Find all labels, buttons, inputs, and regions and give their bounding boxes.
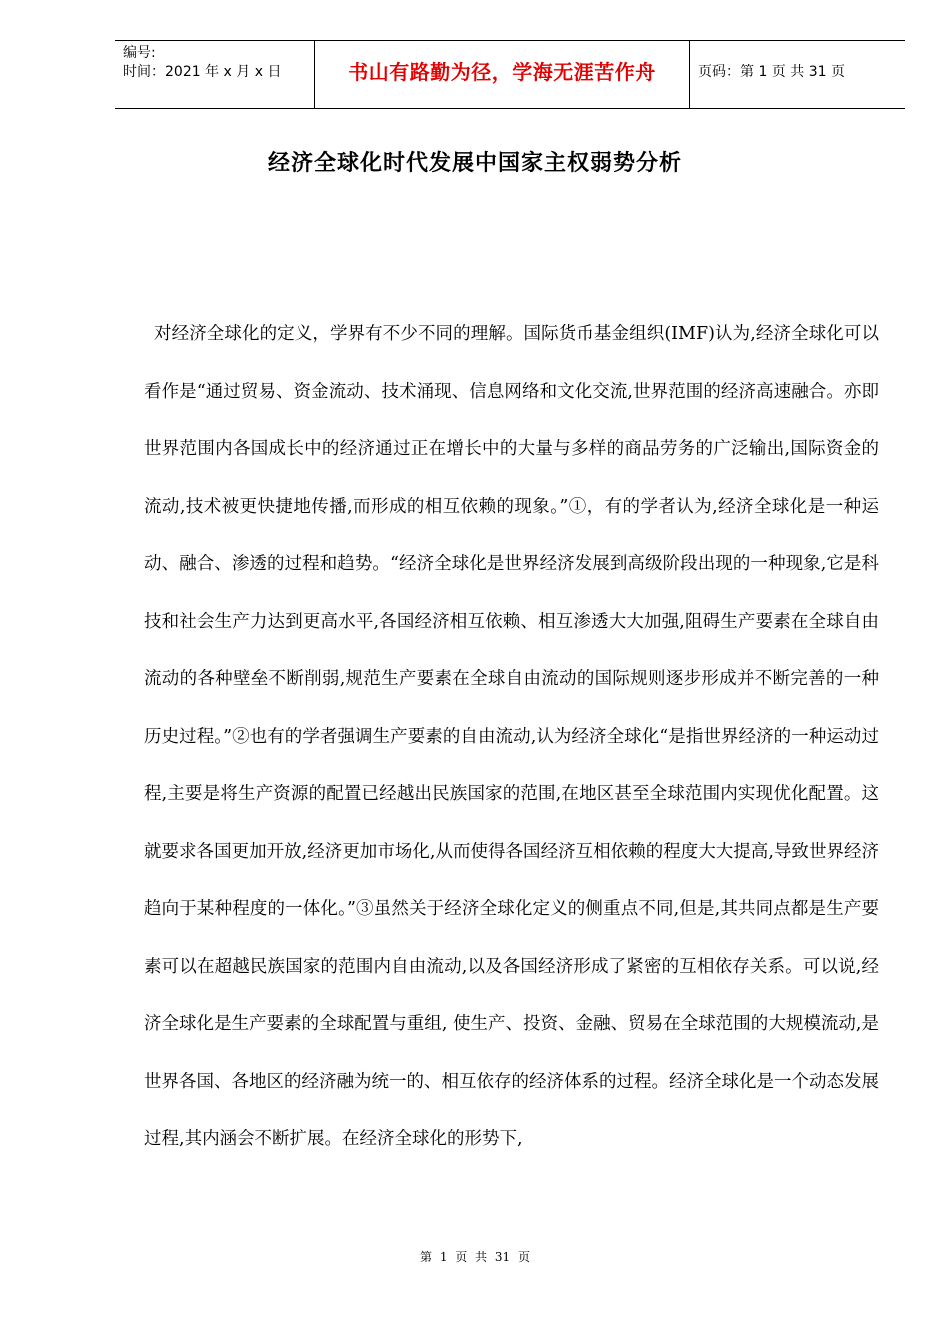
page-footer: 第 1 页 共 31 页 [420, 1250, 530, 1264]
header-meta [115, 41, 315, 108]
document-title: 经济全球化时代发展中国家主权弱势分析 [267, 151, 682, 176]
page-header [115, 40, 905, 109]
header-motto: 书山有路勤为径，学海无涯苦作舟 [348, 60, 656, 84]
date-label: 时间：2021 年 x 月 x 日 [123, 64, 282, 80]
header-page-info: 页码：第 1 页 共 31 页 [698, 63, 845, 80]
serial-number-label: 编号: [123, 45, 156, 61]
body-paragraph: 对经济全球化的定义，学界有不少不同的理解。国际货币基金组织(IMF)认为,经济全球化可以看作是“通过贸易、资金流动、技术涌现、信息网络和文化交流,世界范围的经济高速融合。亦即世界范围内各国成长中的经济通过正在增长中的大量与多样的商品劳务的广泛输出,国际资金的流动,技术被更快捷地传播,而形成的相互依赖的现象。”①，有的学者认为,经济全球化是一种运动、融合、渗透的过程和趋势。“经济全球化是世界经济发展到高级阶段出现的一种现象,它是科技和社会生产力达到更高水平,各国经济相互依赖、相互渗透大大加强,阻碍生产要素在全球自由流动的各种壁垒不断削弱,规范生产要素在全球自由流动的国际规则逐步形成并不断完善的一种历史过程。”②也有的学者强调生产要素的自由流动,认为经济全球化“是指世界经济的一种运动过程,主要是将生产资源的配置已经越出民族国家的范围,在地区甚至全球范围内实现优化配置。这就要求各国更加开放,经济更加市场化,从而使得各国经济互相依赖的程度大大提高,导致世界经济趋向于某种程度的一体化。”③虽然关于经济全球化定义的侧重点不同,但是,其共同点都是生产要素可以在超越民族国家的范围内自由流动,以及各国经济形成了紧密的互相依存关系。可以说,经济全球化是生产要素的全球配置与重组, 使生产、投资、金融、贸易在全球范围的大规模流动,是世界各国、各地区的经济融为统一的、相互依存的经济体系的过程。经济全球化是一个动态发展过程,其内涵会不断扩展。在经济全球化的形势下, [144, 324, 879, 1149]
header-motto-cell [315, 41, 690, 108]
header-page-info-cell [690, 41, 905, 108]
